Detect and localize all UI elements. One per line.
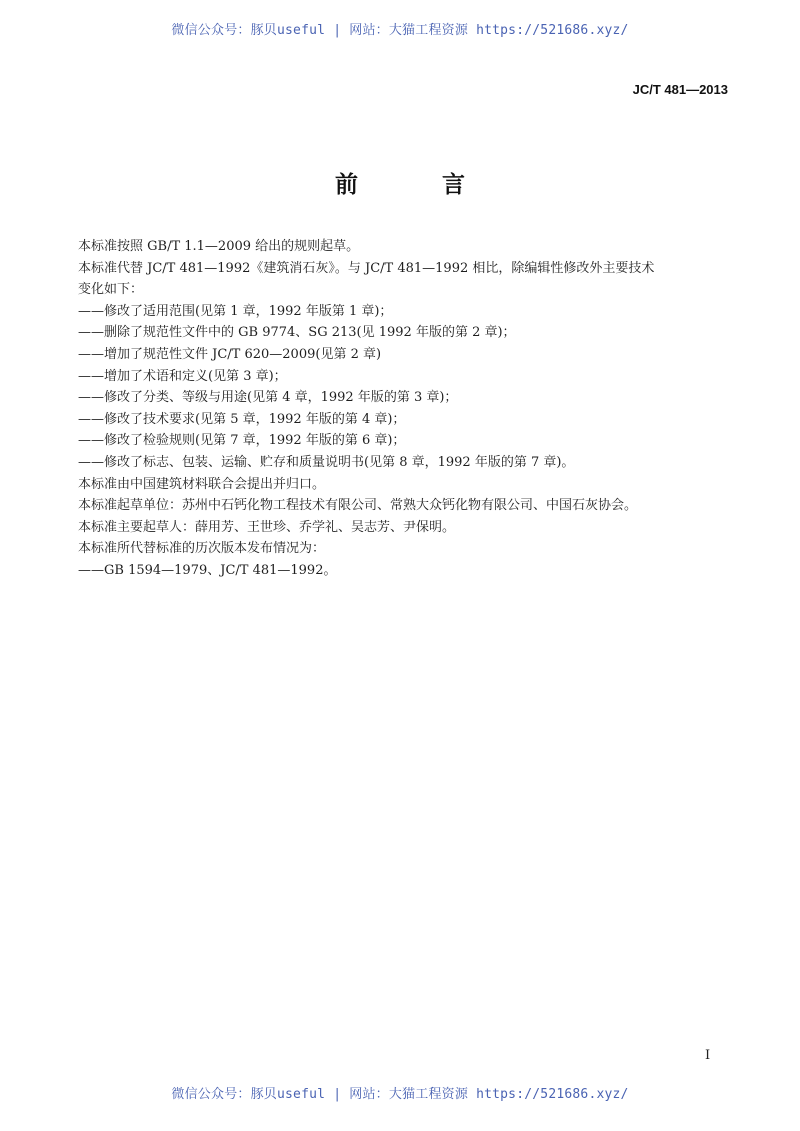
paragraph: 本标准起草单位：苏州中石钙化物工程技术有限公司、常熟大众钙化物有限公司、中国石灰协会。 — [78, 498, 638, 514]
page-number: I — [705, 1048, 711, 1063]
list-item: ——修改了标志、包装、运输、贮存和质量说明书(见第 8 章，1992 年版的第 7 章)。 — [78, 454, 575, 470]
list-item: ——删除了规范性文件中的 GB 9774、SG 213(见 1992 年版的第 2 章)； — [78, 325, 516, 341]
paragraph: 本标准按照 GB/T 1.1—2009 给出的规则起草。 — [78, 239, 360, 254]
foreword-body — [78, 236, 738, 582]
paragraph: 本标准所代替标准的历次版本发布情况为： — [78, 541, 326, 557]
paragraph: 变化如下： — [78, 282, 144, 298]
list-item: ——GB 1594—1979、JC/T 481—1992。 — [78, 562, 337, 578]
list-item: ——修改了技术要求(见第 5 章，1992 年版的第 4 章)； — [78, 411, 406, 427]
list-item: ——增加了规范性文件 JC/T 620—2009(见第 2 章) — [78, 346, 382, 362]
list-item: ——增加了术语和定义(见第 3 章)； — [78, 368, 287, 384]
list-item: ——修改了检验规则(见第 7 章，1992 年版的第 6 章)； — [78, 433, 406, 449]
paragraph: 本标准由中国建筑材料联合会提出并归口。 — [78, 476, 326, 492]
watermark-top: 微信公众号：豚贝useful | 网站：大猫工程资源 https://521686.xyz/ — [171, 23, 629, 38]
paragraph: 本标准代替 JC/T 481—1992《建筑消石灰》。与 JC/T 481—1992 相比，除编辑性修改外主要技术 — [78, 260, 655, 276]
page-title: 前 言 — [334, 172, 503, 198]
paragraph: 本标准主要起草人：薛用芳、王世珍、乔学礼、吴志芳、尹保明。 — [78, 519, 456, 535]
list-item: ——修改了分类、等级与用途(见第 4 章，1992 年版的第 3 章)； — [78, 390, 458, 406]
list-item: ——修改了适用范围(见第 1 章，1992 年版第 1 章)； — [78, 303, 393, 319]
document-code: JC/T 481—2013 — [632, 82, 728, 97]
watermark-bottom: 微信公众号：豚贝useful | 网站：大猫工程资源 https://521686.xyz/ — [171, 1087, 629, 1102]
